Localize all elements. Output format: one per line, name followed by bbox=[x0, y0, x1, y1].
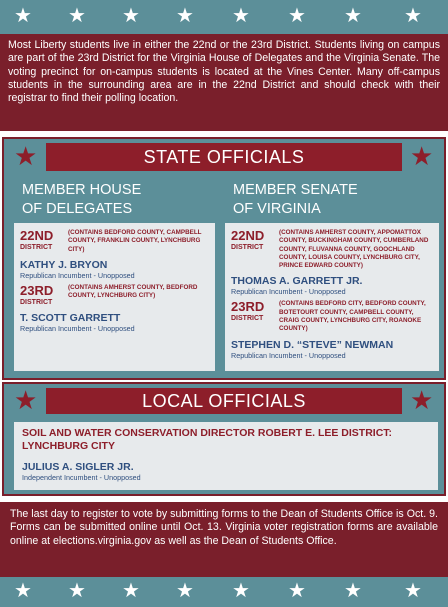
district-counties: (CONTAINS BEDFORD CITY, BEDFORD COUNTY, BOTETOURT COUNTY, CAMPBELL COUNTY, CRAIG COUNTY, LYNCHBURG CITY, ROANOKE COUNTY) bbox=[279, 300, 426, 333]
official-status: Republican Incumbent - Unopposed bbox=[20, 323, 135, 333]
senate-title bbox=[225, 179, 439, 223]
house-title-line2: OF DELEGATES bbox=[22, 201, 133, 217]
local-office-title: SOIL AND WATER CONSERVATION DIRECTOR ROBERT E. LEE DISTRICT: LYNCHBURG CITY bbox=[22, 427, 393, 452]
official-name: THOMAS A. GARRETT JR. bbox=[231, 275, 363, 288]
official-status: Independent Incumbent - Unopposed bbox=[22, 473, 141, 482]
star-icon: ★ bbox=[344, 5, 362, 27]
star-icon: ★ bbox=[122, 580, 140, 602]
house-of-delegates-panel bbox=[12, 177, 217, 373]
local-officials-panel bbox=[12, 420, 440, 492]
house-title bbox=[14, 179, 215, 223]
intro-paragraph: Most Liberty students live in either the 22nd or the 23rd District. Students living on campus are part of the 23rd District for the Virginia House of Delegates and the Virginia Senate. The voting precinct for on-campus students is located at the Vines Center. Many off-campus students in the surrounding area are in the 22nd District and should check with their registrar to find their polling location. bbox=[0, 34, 448, 131]
house-district-22 bbox=[20, 229, 209, 254]
top-star-band bbox=[0, 0, 448, 34]
district-word: DISTRICT bbox=[20, 244, 53, 251]
official-status: Republican Incumbent - Unopposed bbox=[231, 350, 346, 360]
local-officials-section bbox=[2, 382, 446, 496]
official-status: Republican Incumbent - Unopposed bbox=[231, 287, 346, 297]
senate-panel bbox=[223, 177, 441, 373]
star-icon: ★ bbox=[68, 5, 86, 27]
registration-info-paragraph: The last day to register to vote by submitting forms to the Dean of Students Office is Oct. 9. Forms can be submitted online until Oct. 13. Virginia voter registration forms are available online at elections.virginia.gov as well as the Dean of Students Office. bbox=[0, 502, 448, 577]
house-district-23 bbox=[20, 284, 209, 307]
district-word: DISTRICT bbox=[20, 298, 53, 306]
district-word: DISTRICT bbox=[231, 315, 264, 323]
star-icon: ★ bbox=[288, 580, 306, 602]
star-icon: ★ bbox=[122, 5, 140, 27]
district-number: 22ND bbox=[20, 228, 54, 243]
state-officials-heading: STATE OFFICIALS bbox=[46, 143, 402, 171]
bottom-star-band bbox=[0, 577, 448, 607]
star-icon: ★ bbox=[68, 580, 86, 602]
senate-district-23 bbox=[231, 300, 433, 333]
star-icon: ★ bbox=[404, 580, 422, 602]
official-name: KATHY J. BRYON bbox=[20, 258, 108, 271]
star-icon: ★ bbox=[288, 5, 306, 27]
district-number: 22ND bbox=[231, 228, 265, 243]
official-status: Republican Incumbent - Unopposed bbox=[20, 270, 135, 280]
senate-district-22 bbox=[231, 229, 433, 270]
star-icon: ★ bbox=[232, 5, 250, 27]
district-number: 23RD bbox=[20, 282, 54, 298]
star-icon: ★ bbox=[344, 580, 362, 602]
star-icon: ★ bbox=[176, 580, 194, 602]
senate-title-line2: OF VIRGINIA bbox=[233, 201, 321, 217]
star-icon: ★ bbox=[14, 141, 38, 171]
district-number: 23RD bbox=[231, 299, 265, 315]
star-icon: ★ bbox=[410, 141, 434, 171]
state-officials-section bbox=[2, 137, 446, 380]
star-icon: ★ bbox=[410, 385, 434, 415]
star-icon: ★ bbox=[14, 5, 32, 27]
official-name: T. SCOTT GARRETT bbox=[20, 311, 121, 324]
district-counties: (CONTAINS AMHERST COUNTY, BEDFORD COUNTY, LYNCHBURG CITY) bbox=[68, 283, 198, 300]
district-counties: (CONTAINS BEDFORD COUNTY, CAMPBELL COUNTY, FRANKLIN COUNTY, LYNCHBURG CITY) bbox=[68, 229, 202, 253]
star-icon: ★ bbox=[404, 5, 422, 27]
star-icon: ★ bbox=[176, 5, 194, 27]
star-icon: ★ bbox=[14, 385, 38, 415]
district-word: DISTRICT bbox=[231, 244, 264, 251]
official-name: STEPHEN D. “STEVE” NEWMAN bbox=[231, 338, 394, 351]
local-officials-heading: LOCAL OFFICIALS bbox=[46, 388, 402, 414]
official-name: JULIUS A. SIGLER JR. bbox=[22, 461, 134, 473]
senate-title-line1: MEMBER SENATE bbox=[233, 182, 358, 198]
star-icon: ★ bbox=[14, 580, 32, 602]
house-title-line1: MEMBER HOUSE bbox=[22, 182, 142, 198]
district-counties: (CONTAINS AMHERST COUNTY, APPOMATTOX COUNTY, BUCKINGHAM COUNTY, CUMBERLAND COUNTY, FLUVANNA COUNTY, GOOCHLAND COUNTY, LOUISA COUNTY, LYNCHBURG CITY, PRINCE EDWARD COUNTY) bbox=[279, 229, 429, 270]
star-icon: ★ bbox=[232, 580, 250, 602]
